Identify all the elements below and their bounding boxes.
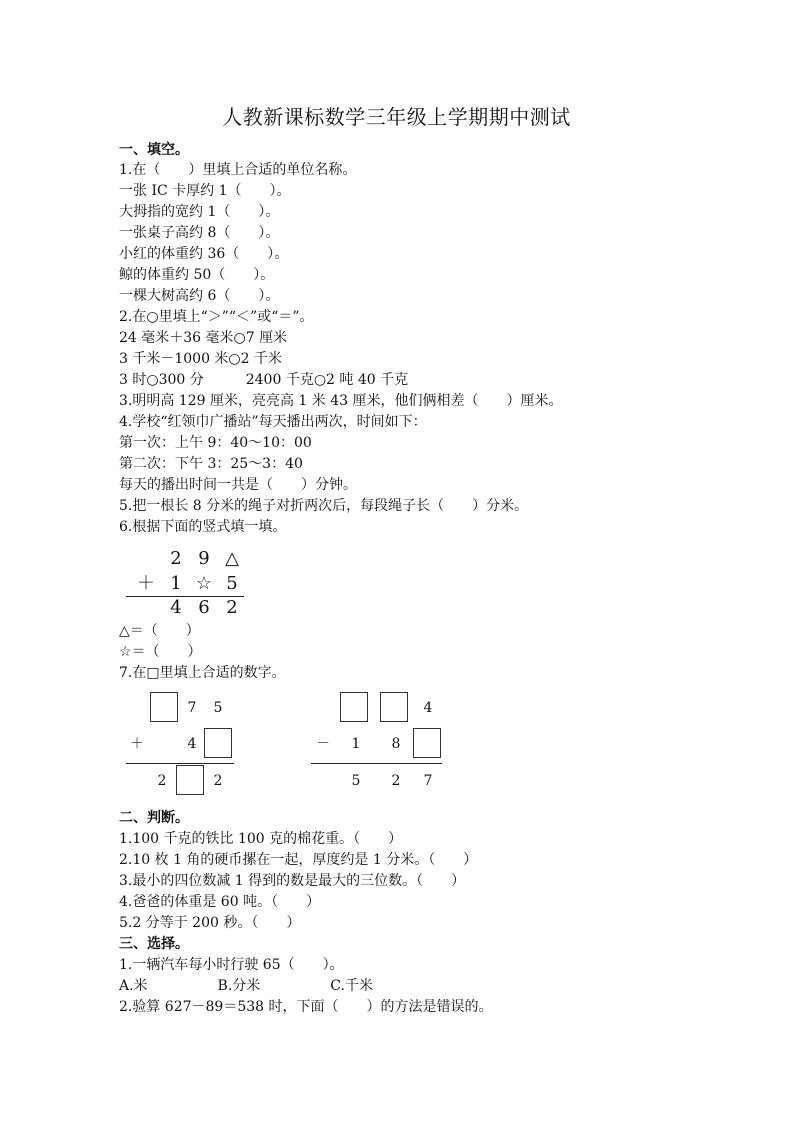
digit: 5 bbox=[226, 573, 238, 594]
question-line: 1.一辆汽车每小时行驶 65（ ）。 bbox=[119, 957, 344, 973]
page-title: 人教新课标数学三年级上学期期中测试 bbox=[222, 105, 571, 129]
minus-sign: － bbox=[316, 736, 330, 752]
digit: 1 bbox=[170, 573, 182, 594]
digit: 2 bbox=[170, 548, 182, 569]
digit: 2 bbox=[226, 597, 238, 618]
section-heading-fill: 一、填空。 bbox=[119, 142, 189, 158]
section-heading-choice: 三、选择。 bbox=[119, 936, 189, 952]
digit: 5 bbox=[213, 700, 223, 716]
question-line: 6.根据下面的竖式填一填。 bbox=[119, 519, 287, 535]
question-line: 3 时○300 分 2400 千克○2 吨 40 千克 bbox=[119, 372, 409, 388]
question-line: 7.在□里填上合适的数字。 bbox=[119, 665, 286, 681]
question-line: 每天的播出时间一共是（ ）分钟。 bbox=[119, 477, 357, 493]
star-symbol: ☆ bbox=[195, 573, 213, 594]
section-heading-judge: 二、判断。 bbox=[119, 810, 189, 826]
question-line: 4.学校“红领巾广播站”每天播出两次，时间如下： bbox=[119, 414, 427, 430]
digit: 2 bbox=[157, 773, 167, 789]
digit: 4 bbox=[170, 597, 182, 618]
question-line: 3.明明高 129 厘米，亮亮高 1 米 43 厘米，他们俩相差（ ）厘米。 bbox=[119, 393, 563, 409]
digit: 7 bbox=[187, 700, 197, 716]
digit: 7 bbox=[423, 773, 433, 789]
difference-line bbox=[311, 763, 442, 764]
plus-sign: ＋ bbox=[137, 573, 155, 594]
digit: 4 bbox=[187, 736, 197, 752]
digit: 8 bbox=[391, 736, 401, 752]
digit: 1 bbox=[351, 736, 361, 752]
answer-box[interactable] bbox=[380, 692, 408, 722]
answer-box[interactable] bbox=[340, 692, 368, 722]
question-line: 2.10 枚 1 角的硬币摞在一起，厚度约是 1 分米。（ ） bbox=[119, 852, 478, 868]
question-line: 3.最小的四位数减 1 得到的数是最大的三位数。（ ） bbox=[119, 873, 466, 889]
question-line: 5.2 分等于 200 秒。（ ） bbox=[119, 915, 301, 931]
question-line: 1.100 千克的铁比 100 克的棉花重。（ ） bbox=[119, 831, 403, 847]
question-line: 鲸的体重约 50（ ）。 bbox=[119, 267, 275, 283]
digit: 6 bbox=[198, 597, 210, 618]
digit: 9 bbox=[198, 548, 210, 569]
digit: 5 bbox=[351, 773, 361, 789]
question-line: 1.在（ ）里填上合适的单位名称。 bbox=[119, 162, 357, 178]
answer-box[interactable] bbox=[413, 728, 441, 758]
question-line: 2.在○里填上“＞”“＜”或“＝”。 bbox=[119, 309, 314, 325]
answer-box[interactable] bbox=[150, 692, 178, 722]
question-line: 大拇指的宽约 1（ ）。 bbox=[119, 204, 280, 220]
digit: 2 bbox=[213, 773, 223, 789]
question-line: 第一次：上午 9：40～10：00 bbox=[119, 435, 312, 451]
answer-box[interactable] bbox=[204, 728, 232, 758]
answer-line-star: ☆＝（ ） bbox=[119, 644, 202, 660]
question-line: 小红的体重约 36（ ）。 bbox=[119, 246, 289, 262]
question-line: 4.爸爸的体重是 60 吨。（ ） bbox=[119, 894, 321, 910]
answer-box[interactable] bbox=[176, 765, 204, 795]
question-line: 24 毫米＋36 毫米○7 厘米 bbox=[119, 330, 288, 346]
question-line: 3 千米－1000 米○2 千米 bbox=[119, 351, 283, 367]
choice-options: A.米 B.分米 C.千米 bbox=[119, 978, 373, 994]
question-line: 一张 IC 卡厚约 1（ ）。 bbox=[119, 183, 291, 199]
digit: 4 bbox=[423, 700, 433, 716]
sum-line bbox=[126, 763, 234, 764]
question-line: 一棵大树高约 6（ ）。 bbox=[119, 288, 280, 304]
question-line: 第二次：下午 3：25～3：40 bbox=[119, 456, 303, 472]
question-line: 一张桌子高约 8（ ）。 bbox=[119, 225, 280, 241]
triangle-symbol: △ bbox=[225, 548, 239, 569]
answer-line-triangle: △＝（ ） bbox=[119, 623, 200, 639]
question-line: 5.把一根长 8 分米的绳子对折两次后，每段绳子长（ ）分米。 bbox=[119, 498, 529, 514]
digit: 2 bbox=[391, 773, 401, 789]
plus-sign: ＋ bbox=[130, 736, 144, 752]
question-line: 2.验算 627－89＝538 时，下面（ ）的方法是错误的。 bbox=[119, 999, 493, 1015]
